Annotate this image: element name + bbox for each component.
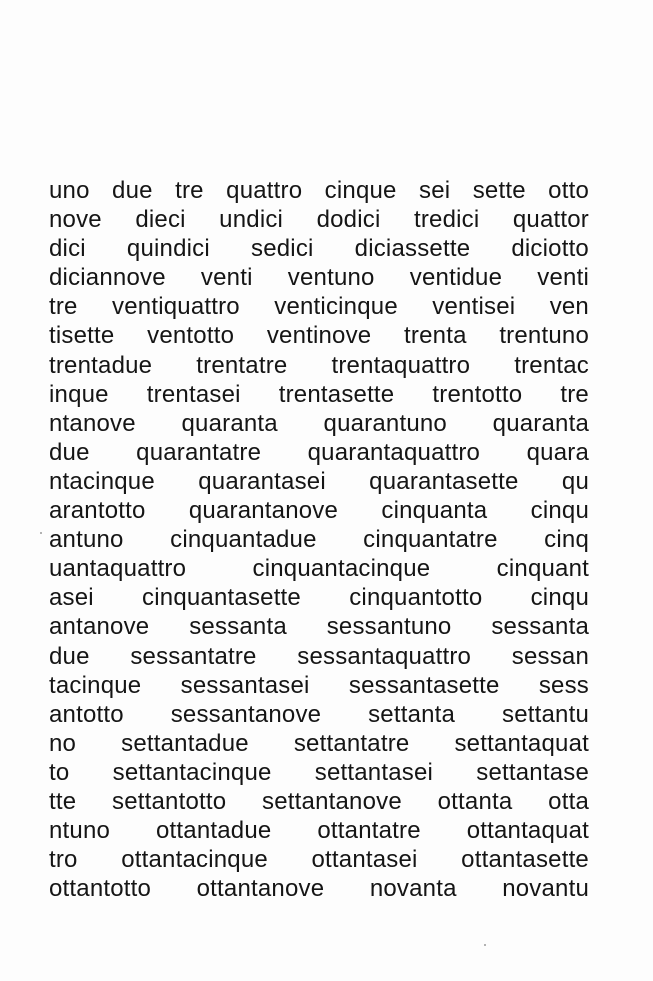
text-line: ntacinque quarantasei quarantasette qu xyxy=(49,467,589,495)
text-line: arantotto quarantanove cinquanta cinqu xyxy=(49,497,589,525)
text-line: ottantotto ottantanove novanta novantu xyxy=(49,875,589,903)
text-line: tre ventiquattro venticinque ventisei ven xyxy=(49,293,589,321)
text-line: ntanove quaranta quarantuno quaranta xyxy=(49,409,589,437)
paper-speck xyxy=(40,532,42,534)
text-line: asei cinquantasette cinquantotto cinqu xyxy=(49,584,589,612)
number-words-paragraph xyxy=(49,176,589,903)
text-line: uantaquattro cinquantacinque cinquant xyxy=(49,555,589,583)
text-line: antanove sessanta sessantuno sessanta xyxy=(49,613,589,641)
text-line: inque trentasei trentasette trentotto tre xyxy=(49,380,589,408)
text-line: tro ottantacinque ottantasei ottantasette xyxy=(49,846,589,874)
text-line: antuno cinquantadue cinquantatre cinq xyxy=(49,526,589,554)
text-line: tacinque sessantasei sessantasette sess xyxy=(49,671,589,699)
text-line: trentadue trentatre trentaquattro trentac xyxy=(49,351,589,379)
text-line: nove dieci undici dodici tredici quattor xyxy=(49,206,589,234)
text-line: diciannove venti ventuno ventidue venti xyxy=(49,264,589,292)
text-line: uno due tre quattro cinque sei sette otto xyxy=(49,177,589,204)
text-line: no settantadue settantatre settantaquat xyxy=(49,729,589,757)
text-line: due quarantatre quarantaquattro quara xyxy=(49,438,589,466)
text-line: dici quindici sedici diciassette diciotto xyxy=(49,235,589,263)
text-line: antotto sessantanove settanta settantu xyxy=(49,700,589,728)
text-line: tte settantotto settantanove ottanta otta xyxy=(49,787,589,815)
text-line: due sessantatre sessantaquattro sessan xyxy=(49,642,589,670)
text-line: ntuno ottantadue ottantatre ottantaquat xyxy=(49,817,589,845)
text-line: tisette ventotto ventinove trenta trentuno xyxy=(49,322,589,350)
text-line: to settantacinque settantasei settantase xyxy=(49,758,589,786)
paper-speck xyxy=(484,944,486,946)
